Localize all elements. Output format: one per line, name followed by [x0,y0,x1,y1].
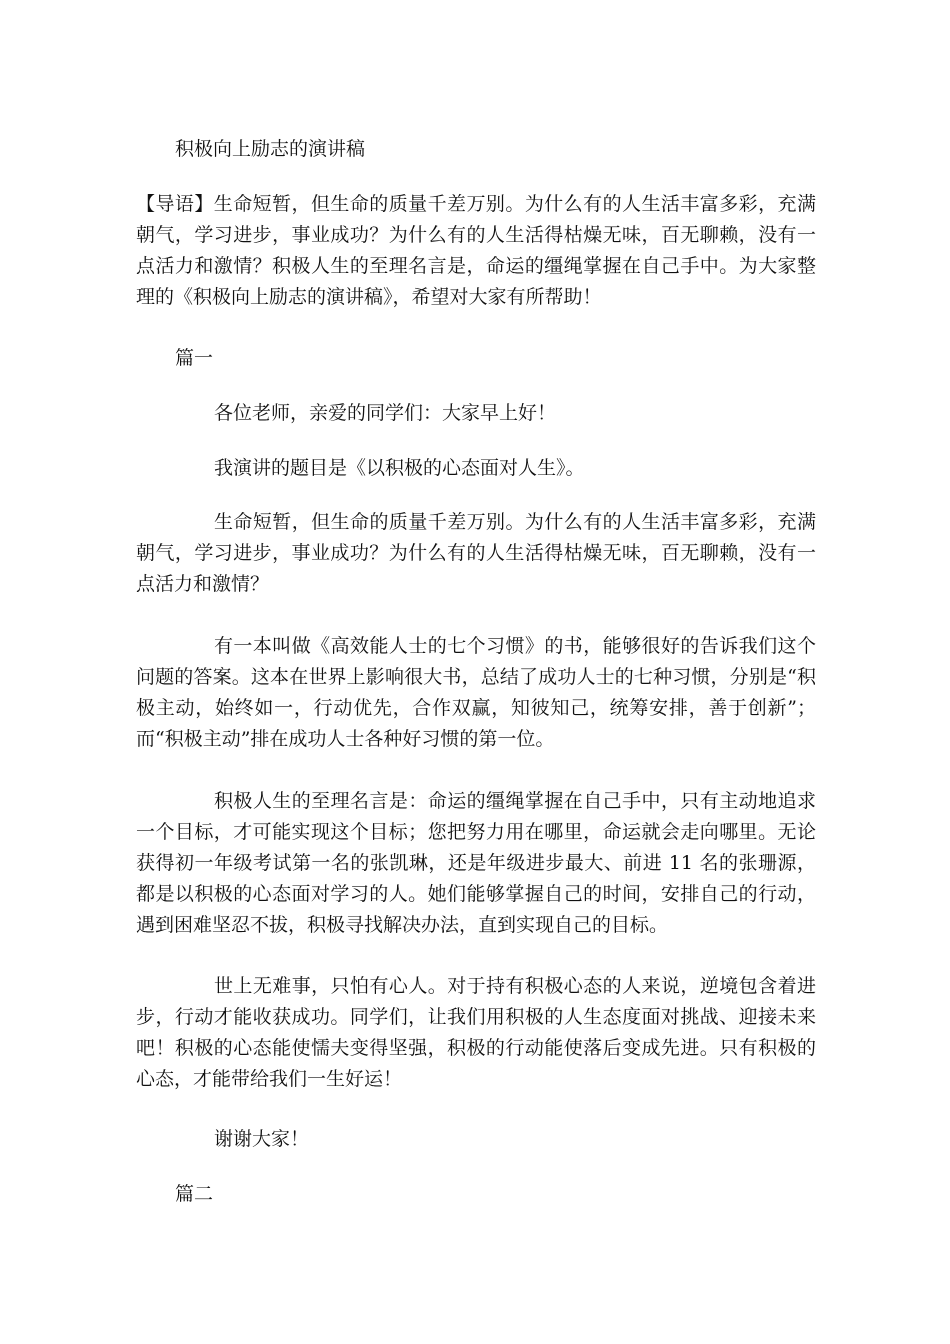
body-paragraph-4: 世上无难事，只怕有心人。对于持有积极心态的人来说，逆境包含着进步，行动才能收获成功。同学们，让我们用积极的人生态度面对挑战、迎接未来吧！积极的心态能使懦夫变得坚强，积极的行动能使落后变成先进。只有积极的心态，才能带给我们一生好运！ [136,975,816,1090]
greeting-line: 各位老师，亲爱的同学们：大家早上好！ [214,402,557,424]
body-paragraph-3: 积极人生的至理名言是：命运的缰绳掌握在自己手中，只有主动地追求一个目标，才可能实现这个目标；您把努力用在哪里，命运就会走向哪里。无论获得初一年级考试第一名的张凯琳，还是年级进步最大、前进 11 名的张珊源，都是以积极的心态面对学习的人。她们能够掌握自己的时间，安排自己的行动，遇到困难坚忍不拔，积极寻找解决办法，直到实现自己的目标。 [136,790,816,936]
body-paragraph-2: 有一本叫做《高效能人士的七个习惯》的书，能够很好的告诉我们这个问题的答案。这本在世界上影响很大书，总结了成功人士的七种习惯，分别是“积极主动，始终如一，行动优先，合作双赢，知彼知己，统筹安排，善于创新”；而“积极主动”排在成功人士各种好习惯的第一位。 [136,635,816,750]
section-heading-2: 篇二 [175,1183,214,1205]
section-heading-1: 篇一 [175,347,214,369]
closing-line: 谢谢大家！ [214,1128,310,1150]
document-title: 积极向上励志的演讲稿 [175,138,366,160]
body-paragraph-1: 生命短暂，但生命的质量千差万别。为什么有的人生活丰富多彩，充满朝气，学习进步，事业成功？为什么有的人生活得枯燥无味，百无聊赖，没有一点活力和激情？ [136,511,816,595]
intro-paragraph: 【导语】生命短暂，但生命的质量千差万别。为什么有的人生活丰富多彩，充满朝气，学习进步，事业成功？为什么有的人生活得枯燥无味，百无聊赖，没有一点活力和激情？积极人生的至理名言是，命运的缰绳掌握在自己手中。为大家整理的《积极向上励志的演讲稿》，希望对大家有所帮助！ [136,193,816,308]
speech-topic: 我演讲的题目是《以积极的心态面对人生》。 [214,457,585,479]
